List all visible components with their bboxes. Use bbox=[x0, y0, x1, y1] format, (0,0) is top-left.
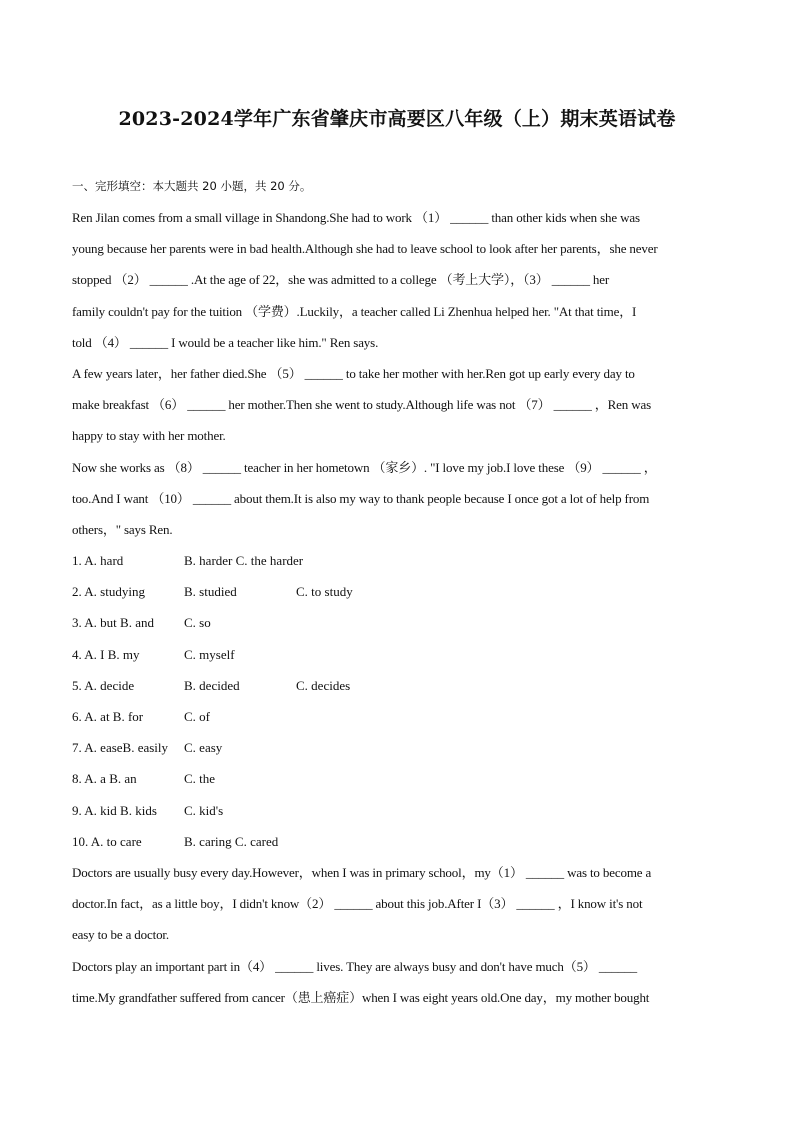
option-row bbox=[72, 607, 727, 638]
option-a: 3. A. but B. and bbox=[72, 615, 154, 631]
option-a: 5. A. decide bbox=[72, 677, 135, 693]
passage-line: stopped （2） ______ .At the age of 22，she was admitted to a college （考上大学），（3） ______ her bbox=[72, 272, 610, 288]
passage-2 bbox=[72, 857, 727, 1013]
option-row bbox=[72, 545, 727, 576]
option-row bbox=[72, 670, 727, 701]
option-a: 9. A. kid B. kids bbox=[72, 802, 157, 818]
page-title: 2023-2024学年广东省肇庆市高要区八年级（上）期末英语试卷 bbox=[118, 108, 676, 130]
option-a: 1. A. hard bbox=[72, 553, 124, 569]
option-b: C. the bbox=[184, 771, 216, 787]
option-a: 4. A. I B. my bbox=[72, 646, 140, 662]
passage-line: young because her parents were in bad health.Although she had to leave school to look after her parents，she never bbox=[72, 241, 658, 257]
option-b: B. decided bbox=[184, 677, 240, 693]
option-row bbox=[72, 639, 727, 670]
option-b: C. easy bbox=[184, 740, 223, 756]
option-row bbox=[72, 732, 727, 763]
passage-line: happy to stay with her mother. bbox=[72, 428, 226, 444]
option-a: 7. A. easeB. easily bbox=[72, 740, 169, 756]
option-b: C. of bbox=[184, 709, 210, 724]
passage-line: too.And I want （10） ______ about them.It is also my way to thank people because I once got a lot of help from bbox=[72, 490, 650, 506]
option-row bbox=[72, 576, 727, 607]
option-c: C. to study bbox=[296, 584, 353, 600]
option-b: C. so bbox=[184, 615, 211, 631]
passage-line: make breakfast （6） ______ her mother.Then she went to study.Although life was not （7） ______ ，Ren was bbox=[72, 397, 652, 413]
passage-line: time.My grandfather suffered from cancer（患上癌症）when I was eight years old.One day，my mother bought bbox=[72, 989, 650, 1005]
option-row bbox=[72, 763, 727, 794]
options-list bbox=[72, 545, 727, 857]
passage-line: others，" says Ren. bbox=[72, 521, 173, 537]
option-b: B. caring C. cared bbox=[184, 833, 279, 849]
option-b: C. kid's bbox=[184, 802, 224, 818]
option-a: 2. A. studying bbox=[72, 584, 145, 600]
option-a: 6. A. at B. for bbox=[72, 709, 144, 724]
passage-line: told （4） ______ I would be a teacher like him." Ren says. bbox=[72, 334, 379, 350]
passage-line: Ren Jilan comes from a small village in Shandong.She had to work （1） ______ than other kids when she was bbox=[72, 210, 640, 225]
passage-1 bbox=[72, 202, 727, 545]
option-b: B. studied bbox=[184, 584, 237, 600]
option-b: C. myself bbox=[184, 646, 235, 662]
option-b: B. harder C. the harder bbox=[184, 553, 304, 569]
passage-line: A few years later，her father died.She （5） ______ to take her mother with her.Ren got up early every day to bbox=[72, 365, 635, 381]
passage-line: Doctors play an important part in（4） ______ lives. They are always busy and don't have much（5） ______ bbox=[72, 958, 637, 974]
document-body bbox=[72, 171, 727, 1013]
option-row bbox=[72, 701, 727, 732]
option-a: 10. A. to care bbox=[72, 833, 142, 849]
passage-line: easy to be a doctor. bbox=[72, 927, 169, 943]
option-c: C. decides bbox=[296, 677, 351, 693]
option-row bbox=[72, 826, 727, 857]
option-a: 8. A. a B. an bbox=[72, 771, 137, 787]
section-heading: 一、完形填空：本大题共 20 小题，共 20 分。 bbox=[72, 179, 312, 193]
passage-line: doctor.In fact，as a little boy，I didn't know（2） ______ about this job.After I（3） ______ ，I know it's not bbox=[72, 896, 643, 912]
passage-line: Now she works as （8） ______ teacher in her hometown （家乡）. "I love my job.I love these （9） ______ ， bbox=[72, 459, 657, 475]
option-row bbox=[72, 795, 727, 826]
passage-line: family couldn't pay for the tuition （学费）.Luckily，a teacher called Li Zhenhua helped her. "At that time，I bbox=[72, 303, 637, 319]
passage-line: Doctors are usually busy every day.However，when I was in primary school，my（1） ______ was to become a bbox=[72, 864, 652, 880]
